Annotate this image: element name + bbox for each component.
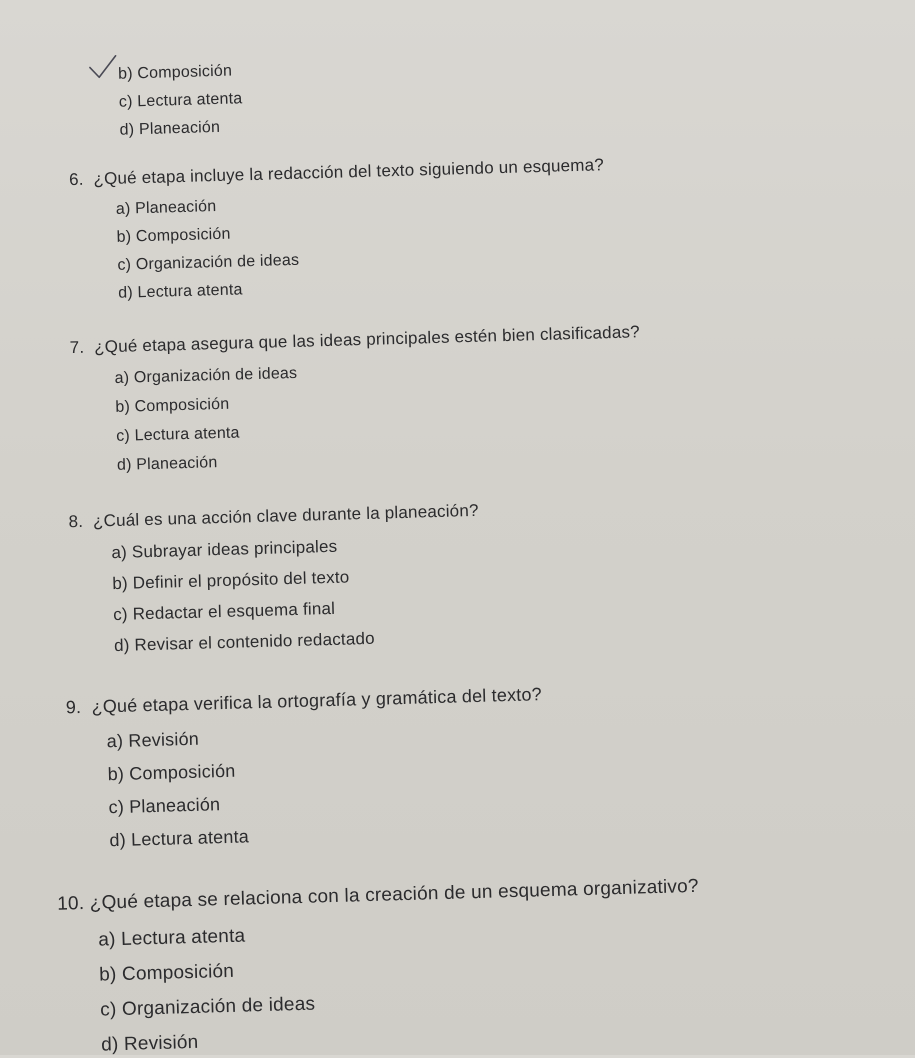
q10-option-d: d) Revisión <box>100 1031 199 1056</box>
q6-option-a: a) Planeación <box>115 198 217 218</box>
checkmark-icon <box>88 55 119 80</box>
prev-option-d: d) Planeación <box>119 118 221 139</box>
q10-option-b: b) Composición <box>98 960 235 986</box>
q10-option-a: a) Lectura atenta <box>97 925 246 951</box>
question-8: 8. ¿Cuál es una acción clave durante la planeación? <box>68 500 479 532</box>
prev-option-b: b) Composición <box>117 62 233 83</box>
question-7: 7. ¿Qué etapa asegura que las ideas principales estén bien clasificadas? <box>69 322 641 358</box>
q7-option-d: d) Planeación <box>116 454 218 474</box>
q6-option-d: d) Lectura atenta <box>117 281 243 302</box>
q9-option-b: b) Composición <box>107 760 236 785</box>
q7-option-a: a) Organización de ideas <box>114 364 298 387</box>
q9-option-c: c) Planeación <box>108 794 221 818</box>
question-9: 9. ¿Qué etapa verifica la ortografía y gramática del texto? <box>65 684 543 718</box>
q6-option-b: b) Composición <box>116 225 231 246</box>
prev-option-c: c) Lectura atenta <box>118 90 243 111</box>
q8-option-c: c) Redactar el esquema final <box>112 598 336 625</box>
q7-option-b: b) Composición <box>115 395 230 416</box>
q9-option-d: d) Lectura atenta <box>109 826 250 851</box>
question-10: 10. ¿Qué etapa se relaciona con la creación de un esquema organizativo? <box>56 875 699 915</box>
q9-option-a: a) Revisión <box>106 728 200 752</box>
q8-option-b: b) Definir el propósito del texto <box>112 567 350 594</box>
q10-option-c: c) Organización de ideas <box>99 993 316 1021</box>
q7-option-c: c) Lectura atenta <box>115 424 240 445</box>
question-6: 6. ¿Qué etapa incluye la redacción del texto siguiendo un esquema? <box>68 155 605 190</box>
q8-option-d: d) Revisar el contenido redactado <box>113 628 376 656</box>
q8-option-a: a) Subrayar ideas principales <box>111 536 338 563</box>
q6-option-c: c) Organización de ideas <box>117 251 300 274</box>
